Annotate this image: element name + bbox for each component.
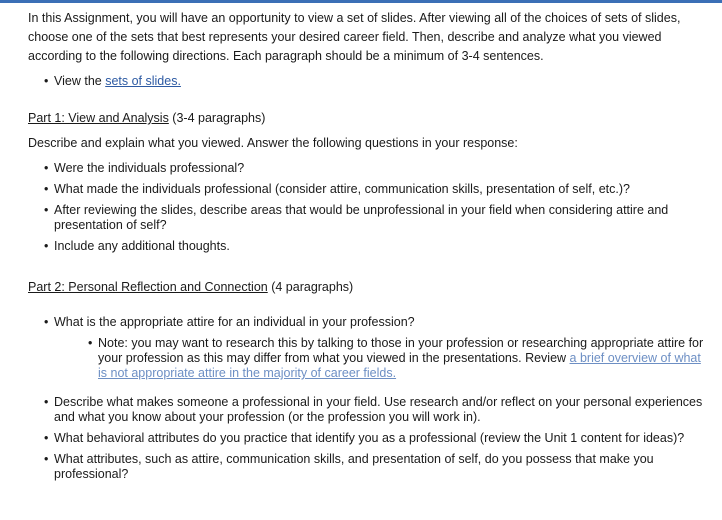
bullet: •	[44, 203, 49, 217]
part1-title: Part 1: View and Analysis	[28, 111, 169, 125]
list-item	[28, 161, 708, 176]
list-item	[28, 452, 684, 482]
bullet: •	[44, 315, 49, 329]
sets-of-slides-link[interactable]: sets of slides.	[105, 74, 181, 88]
question-text: What attributes, such as attire, communication skills, and presentation of self, do you possess that make you professional?	[54, 452, 654, 481]
part1-suffix: (3-4 paragraphs)	[168, 111, 266, 125]
assignment-content	[28, 9, 708, 488]
part2-question-list	[28, 315, 708, 330]
list-item	[28, 239, 708, 254]
question-text: Include any additional thoughts.	[54, 239, 230, 253]
bullet: •	[44, 452, 49, 466]
bullet: •	[44, 74, 49, 88]
list-item	[28, 203, 704, 233]
part1-describe: Describe and explain what you viewed. Answer the following questions in your response:	[28, 136, 518, 150]
part2-heading	[28, 280, 708, 295]
list-item	[28, 182, 708, 197]
bullet: •	[44, 161, 49, 175]
list-item	[28, 74, 708, 89]
part2-more-questions	[28, 395, 708, 482]
question-text: Describe what makes someone a professional in your field. Use research and/or reflect on your personal experiences and what you know about your profession (or the profession you will work in).	[54, 395, 703, 424]
list-item	[28, 336, 708, 381]
view-prefix: View the	[54, 74, 106, 88]
part1-heading	[28, 111, 708, 126]
view-list	[28, 74, 708, 89]
list-item	[28, 315, 708, 330]
list-item	[28, 431, 708, 446]
question-text: What made the individuals professional (consider attire, communication skills, presentation of self, etc.)?	[54, 182, 630, 196]
intro-paragraph: In this Assignment, you will have an opportunity to view a set of slides. After viewing all of the choices of sets of slides, choose one of the sets that best represents your desired career field. Then, describe and analyze what you viewed according to the following directions. Each paragraph should be a minimum of 3-4 sentences.	[28, 11, 681, 63]
question-text: After reviewing the slides, describe areas that would be unprofessional in your field when considering attire and presentation of self?	[54, 203, 669, 232]
attire-overview-link[interactable]: a brief overview of what is not appropriate attire in the majority of career fields.	[98, 351, 701, 380]
note-list	[28, 336, 708, 381]
question-text: Were the individuals professional?	[54, 161, 245, 175]
part1-question-list	[28, 161, 708, 254]
bullet: •	[44, 395, 49, 409]
note-text: Note: you may want to research this by talking to those in your profession or researching appropriate attire for your profession as this may differ from what you viewed in the presentations. Review	[98, 336, 704, 365]
part2-title: Part 2: Personal Reflection and Connection	[28, 280, 268, 294]
bullet: •	[88, 336, 93, 350]
top-accent-bar	[0, 0, 722, 3]
part2-suffix: (4 paragraphs)	[267, 280, 354, 294]
bullet: •	[44, 431, 49, 445]
question-text: What behavioral attributes do you practice that identify you as a professional (review the Unit 1 content for ideas)?	[54, 431, 685, 445]
bullet: •	[44, 182, 49, 196]
bullet: •	[44, 239, 49, 253]
list-item	[28, 395, 708, 425]
question-text: What is the appropriate attire for an individual in your profession?	[54, 315, 415, 329]
